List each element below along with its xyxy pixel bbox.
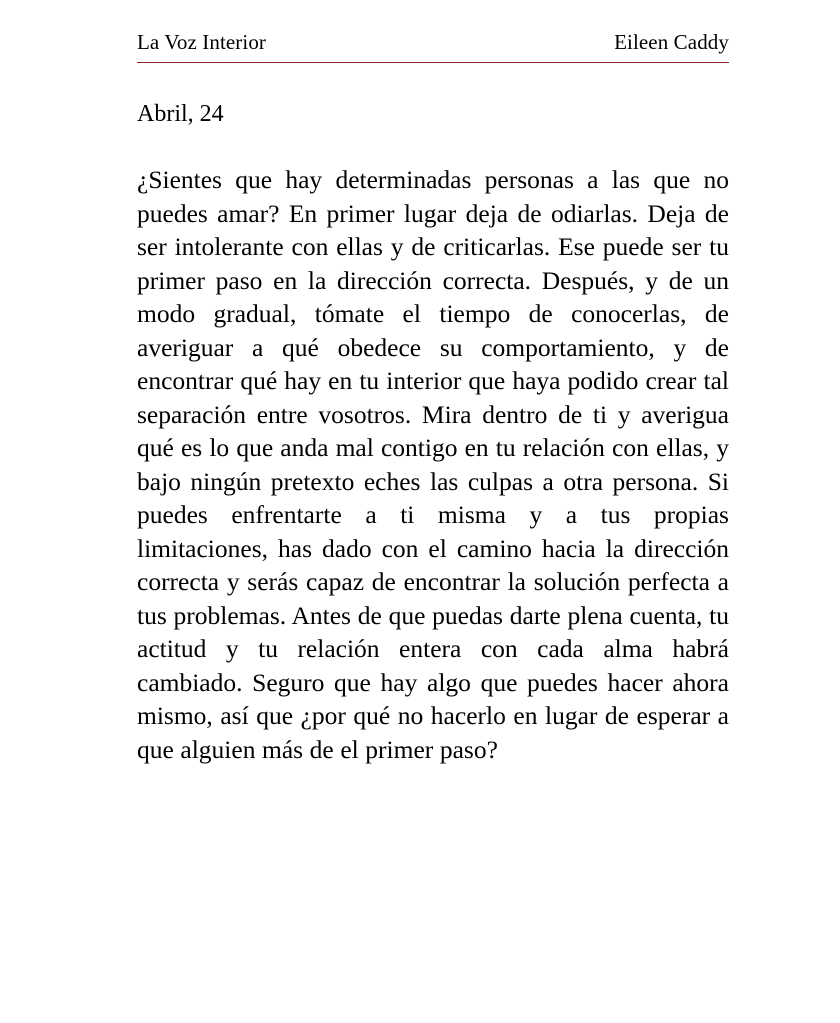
entry-date: Abril, 24 bbox=[137, 101, 224, 127]
entry-body-text: ¿Sientes que hay determinadas personas a las que no puedes amar? En primer lugar deja de odiarlas. Deja de ser intolerante con ellas y de criticarlas. Ese puede ser tu primer paso en la dirección correcta. Después, y de un modo gradual, tómate el tiempo de conocerlas, de averiguar a qué obedece su comportamiento, y de encontrar qué hay en tu interior que haya podido crear tal separación entre vosotros. Mira dentro de ti y averigua qué es lo que anda mal contigo en tu relación con ellas, y bajo ningún pretexto eches las culpas a otra persona. Si puedes enfrentarte a ti misma y a tus propias limitaciones, has dado con el camino hacia la dirección correcta y serás capaz de encontrar la solución perfecta a tus problemas. Antes de que puedas darte plena cuenta, tu actitud y tu relación entera con cada alma habrá cambiado. Seguro que hay algo que puedes hacer ahora mismo, así que ¿por qué no hacerlo en lugar de esperar a que alguien más de el primer paso? bbox=[137, 165, 729, 764]
page-header bbox=[137, 30, 729, 63]
book-title: La Voz Interior bbox=[137, 30, 267, 54]
author-name: Eileen Caddy bbox=[614, 30, 729, 54]
page-content bbox=[137, 30, 729, 766]
